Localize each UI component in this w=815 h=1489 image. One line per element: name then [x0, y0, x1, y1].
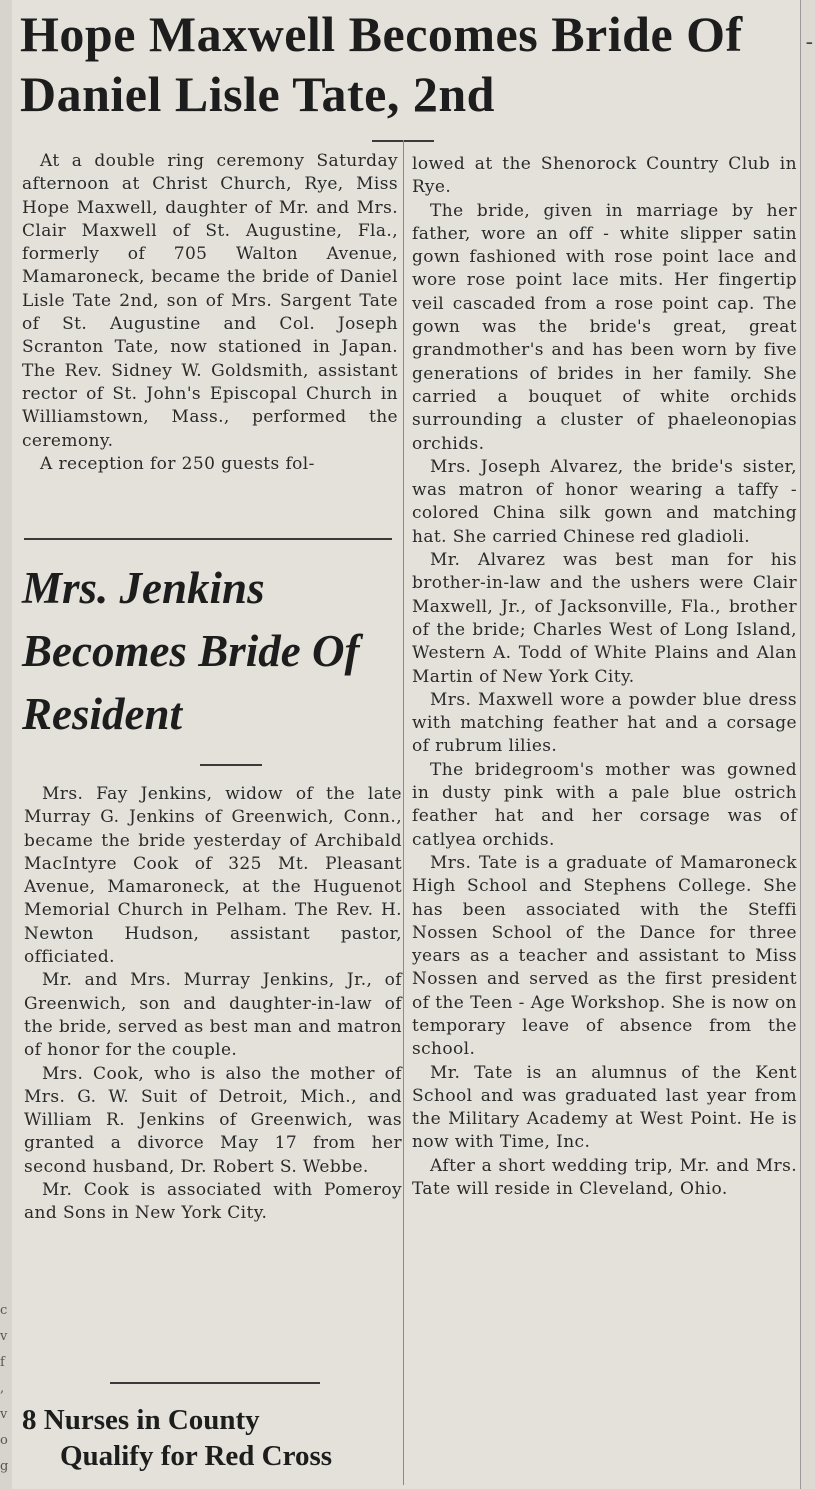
- article1-paragraph: Mr. Alvarez was best man for his brother-in-law and the ushers were Clair Maxwell, Jr., of Jacksonville, Fla., brother of the bride; Charles West of Long Island, Western A. Todd of White Plains and Alan Martin of New York City.: [412, 550, 797, 687]
- article3-headline-line2: Qualify for Red Cross: [60, 1440, 333, 1472]
- right-column-edge: [800, 0, 815, 1489]
- article1-paragraph: A reception for 250 guests fol-: [40, 453, 315, 474]
- article2-paragraph: Mr. and Mrs. Murray Jenkins, Jr., of Greenwich, son and daughter-in-law of the bride, served as best man and matron of honor for the couple.: [24, 970, 402, 1061]
- article1-paragraph: lowed at the Shenorock Country Club in Rye.: [412, 154, 797, 198]
- margin-fragment: c: [0, 1303, 8, 1318]
- article1-headline: Hope Maxwell Becomes Bride Of Daniel Lisle Tate, 2nd: [20, 6, 743, 122]
- section-rule: [24, 538, 392, 540]
- left-page-edge: [0, 0, 12, 1489]
- column-divider: [403, 140, 404, 1485]
- article1-paragraph: At a double ring ceremony Saturday afternoon at Christ Church, Rye, Miss Hope Maxwell, daughter of Mr. and Mrs. Clair Maxwell of St. Augustine, Fla., formerly of 705 Walton Avenue, Mamaroneck, became the bride of Daniel Lisle Tate 2nd, son of Mrs. Sargent Tate of St. Augustine and Col. Joseph Scranton Tate, now stationed in Japan. The Rev. Sidney W. Goldsmith, assistant rector of St. John's Episcopal Church in Williamstown, Mass., performed the ceremony.: [22, 151, 398, 451]
- article1-left-column: [22, 150, 398, 476]
- article1-paragraph: Mrs. Joseph Alvarez, the bride's sister, was matron of honor wearing a taffy - colored China silk gown and matching hat. She carried Chinese red gladioli.: [412, 456, 797, 547]
- article1-paragraph: Mr. Tate is an alumnus of the Kent School and was graduated last year from the Military Academy at West Point. He is now with Time, Inc.: [412, 1062, 797, 1153]
- margin-fragment: f: [0, 1355, 5, 1370]
- article2-paragraph: Mr. Cook is associated with Pomeroy and Sons in New York City.: [24, 1180, 402, 1224]
- article1-paragraph: The bride, given in marriage by her father, wore an off - white slipper satin gown fashioned with rose point lace and wore rose point lace mits. Her fingertip veil cascaded from a rose point cap. The gown was the bride's great, great grandmother's and has been worn by five generations of brides in her family. She carried a bouquet of white orchids surrounding a cluster of phaeleonopias orchids.: [412, 200, 797, 454]
- article3-headline-line1: 8 Nurses in County: [22, 1404, 260, 1436]
- article3-headline: [22, 1402, 407, 1474]
- article2-headline: Mrs. Jenkins Becomes Bride Of Resident: [22, 563, 360, 739]
- article1-paragraph: Mrs. Tate is a graduate of Mamaroneck High School and Stephens College. She has been associated with the Steffi Nossen School of the Dance for three years as a teacher and assistant to Miss Nossen and served as the first president of the Teen - Age Workshop. She is now on temporary leave of absence from the school.: [412, 852, 797, 1060]
- edge-dash-mark: -: [805, 30, 813, 55]
- headline-rule: [200, 764, 262, 766]
- article1-right-column: [412, 153, 797, 1201]
- margin-fragments: [0, 1298, 10, 1480]
- margin-fragment: ,: [0, 1381, 5, 1396]
- margin-fragment: g: [0, 1459, 9, 1474]
- article2-paragraph: Mrs. Fay Jenkins, widow of the late Murray G. Jenkins of Greenwich, Conn., became the bride yesterday of Archibald MacIntyre Cook of 325 Mt. Pleasant Avenue, Mamaroneck, at the Huguenot Memorial Church in Pelham. The Rev. H. Newton Hudson, assistant pastor, officiated.: [24, 784, 402, 968]
- section-rule: [110, 1382, 320, 1384]
- article2-column: [24, 783, 402, 1226]
- article1-paragraph: The bridegroom's mother was gowned in dusty pink with a pale blue ostrich feather hat and her corsage was of catlyea orchids.: [412, 759, 797, 850]
- margin-fragment: v: [0, 1329, 8, 1344]
- margin-fragment: v: [0, 1407, 8, 1422]
- margin-fragment: o: [0, 1433, 8, 1448]
- article1-paragraph: After a short wedding trip, Mr. and Mrs. Tate will reside in Cleveland, Ohio.: [412, 1155, 797, 1200]
- article1-paragraph: Mrs. Maxwell wore a powder blue dress with matching feather hat and a corsage of rubrum lilies.: [412, 689, 797, 757]
- article2-paragraph: Mrs. Cook, who is also the mother of Mrs. G. W. Suit of Detroit, Mich., and William R. Jenkins of Greenwich, was granted a divorce May 17 from her second husband, Dr. Robert S. Webbe.: [24, 1063, 402, 1177]
